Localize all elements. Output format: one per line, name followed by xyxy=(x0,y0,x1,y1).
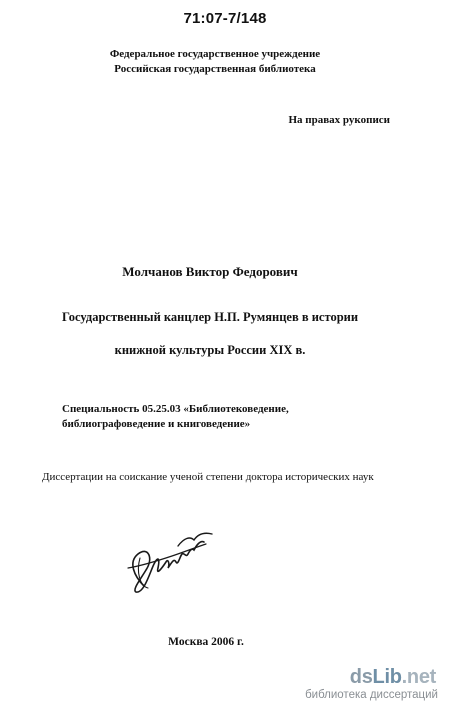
watermark-subtitle: библиотека диссертаций xyxy=(305,689,438,701)
city-year: Москва 2006 г. xyxy=(168,636,244,648)
specialty-line-1: Специальность 05.25.03 «Библиотековедение, xyxy=(62,403,289,415)
institution-line-2: Российская государственная библиотека xyxy=(114,63,316,75)
dissertation-title-line-1: Государственный канцлер Н.П. Румянцев в истории xyxy=(61,310,359,324)
watermark-logo: dsLib.net xyxy=(349,666,436,688)
institution-line-1: Федеральное государственное учреждение xyxy=(109,48,321,60)
specialty-line-2: библиографоведение и книговедение» xyxy=(62,418,251,430)
archive-code: 71:07-7/148 xyxy=(183,10,267,27)
degree-statement: Диссертации на соискание ученой степени доктора исторических наук xyxy=(42,471,374,483)
dissertation-title-line-2: книжной культуры России XIX в. xyxy=(114,343,306,357)
rights-notice: На правах рукописи xyxy=(288,114,390,126)
author-name: Молчанов Виктор Федорович xyxy=(122,264,298,279)
handwritten-signature xyxy=(114,528,224,605)
